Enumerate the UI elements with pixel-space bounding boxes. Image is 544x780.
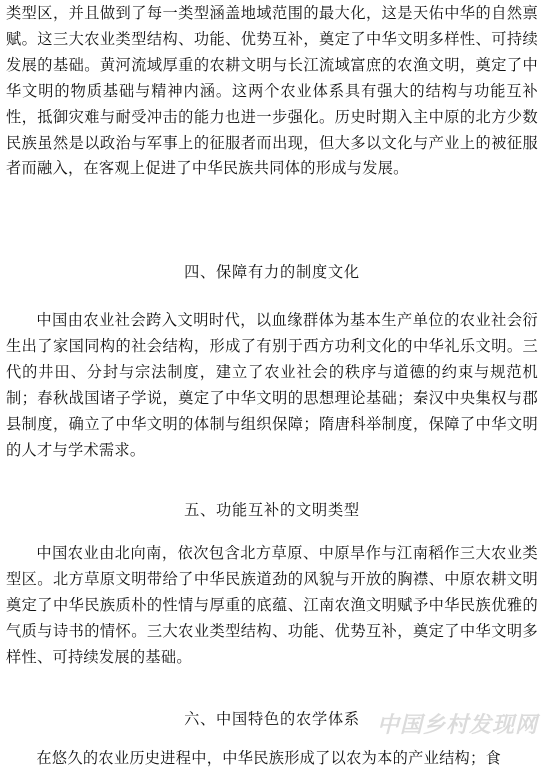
body-paragraph: 中国农业由北向南，依次包含北方草原、中原旱作与江南稻作三大农业类型区。北方草原文明带给了中华民族道劲的风貌与开放的胸襟、中原农耕文明奠定了中华民族质朴的性情与厚重的底蕴、江南农渔文明赋予中华民族优雅的气质与诗书的情怀。三大农业类型结构、功能、优势互补，奠定了中华文明多样性、可持续发展的基础。 — [6, 544, 538, 666]
section-heading: 五、功能互补的文明类型 — [184, 501, 360, 519]
section-heading: 六、中国特色的农学体系 — [184, 710, 360, 728]
site-watermark: 中国乡村发现网 — [376, 713, 538, 738]
section-heading: 四、保障有力的制度文化 — [184, 263, 360, 281]
body-paragraph: 中国由农业社会跨入文明时代，以血缘群体为基本生产单位的农业社会衍生出了家国同构的社会结构，形成了有别于西方功利文化的中华礼乐文明。三代的井田、分封与宗法制度，建立了农业社会的秩序与道德的约束与规范机制；春秋战国诸子学说，奠定了中华文明的思想理论基础；秦汉中央集权与郡县制度，确立了中华文明的体制与组织保障；隋唐科举制度，保障了中华文明的人才与学术需求。 — [6, 311, 538, 459]
body-paragraph: 类型区，并且做到了每一类型涵盖地域范围的最大化，这是天佑中华的自然禀赋。这三大农业类型结构、功能、优势互补，奠定了中华文明多样性、可持续发展的基础。黄河流域厚重的农耕文明与长江流域富庶的农渔文明，奠定了中华文明的物质基础与精神内涵。这两个农业体系具有强大的结构与功能互补性，抵御灾难与耐受冲击的能力也进一步强化。历史时期入主中原的北方少数民族虽然是以政治与军事上的征服者而出现，但大多以文化与产业上的被征服者而融入，在客观上促进了中华民族共同体的形成与发展。 — [6, 4, 538, 178]
body-paragraph: 在悠久的农业历史进程中，中华民族形成了以农为本的产业结构；食 — [36, 749, 502, 767]
